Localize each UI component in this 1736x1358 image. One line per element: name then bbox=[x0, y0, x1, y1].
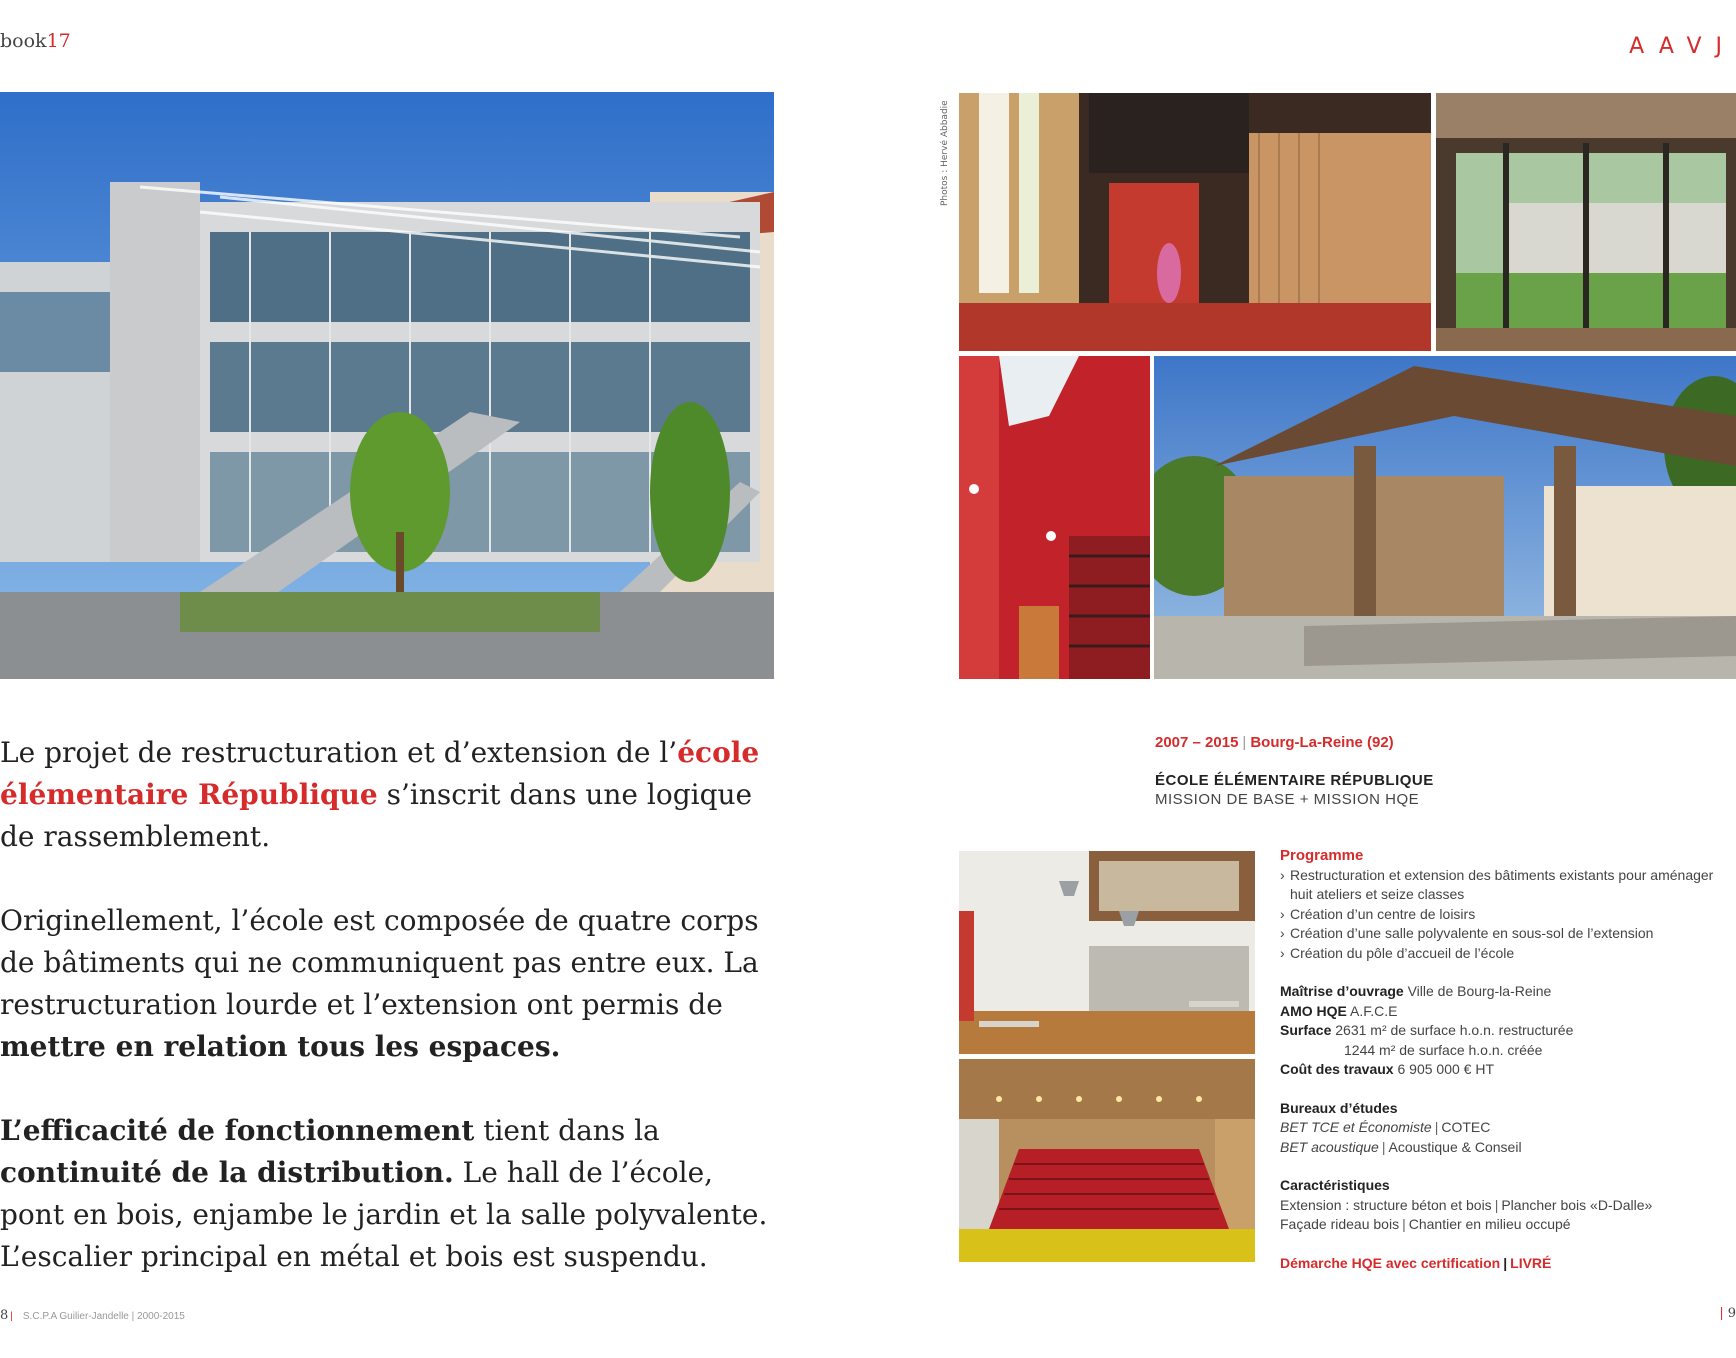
list-item: › Création d’un centre de loisirs bbox=[1280, 905, 1736, 925]
list-item: › Création du pôle d’accueil de l’école bbox=[1280, 944, 1736, 964]
school-name-highlight: école élémentaire République bbox=[0, 736, 760, 811]
programme-list bbox=[1280, 866, 1736, 964]
moa-value: Ville de Bourg-la-Reine bbox=[1407, 983, 1552, 999]
page-number-left: 8 bbox=[0, 1308, 9, 1323]
aavj-logo bbox=[1629, 34, 1736, 59]
page-number-right: 9 bbox=[1727, 1306, 1736, 1321]
cost-value: 6 905 000 € HT bbox=[1397, 1061, 1494, 1077]
project-details bbox=[1280, 846, 1736, 1273]
programme-section bbox=[1280, 846, 1736, 963]
surface-value-1: 2631 m² de surface h.o.n. restructurée bbox=[1335, 1022, 1574, 1038]
intro-paragraph-1: Le projet de restructuration et d’extension de l’école élémentaire République s’inscrit dans une logique de rassemblement. bbox=[0, 736, 760, 853]
surface-label: Surface bbox=[1280, 1022, 1332, 1038]
list-item: › Restructuration et extension des bâtiments existants pour aménager huit ateliers et seize classes bbox=[1280, 866, 1736, 905]
amo-label: AMO HQE bbox=[1280, 1002, 1347, 1019]
running-header-left bbox=[0, 30, 71, 52]
caracteristiques-heading: Caractéristiques bbox=[1280, 1177, 1390, 1193]
surface-value-2: 1244 m² de surface h.o.n. créée bbox=[1344, 1041, 1543, 1058]
book-number: 17 bbox=[46, 30, 71, 52]
book-label: book bbox=[0, 30, 47, 52]
moa-label: Maîtrise d’ouvrage bbox=[1280, 983, 1404, 999]
corridor-window-photo bbox=[1436, 93, 1736, 351]
list-item: › Création d’une salle polyvalente en sous-sol de l’extension bbox=[1280, 924, 1736, 944]
project-dates-location: 2007 – 2015 | Bourg-La-Reine (92) bbox=[1155, 734, 1394, 751]
cost-label: Coût des travaux bbox=[1280, 1061, 1394, 1077]
footer-right: | 9 bbox=[1719, 1306, 1736, 1321]
covered-playground-photo bbox=[1154, 356, 1736, 679]
footer-left: 8 | S.C.P.A Guilier-Jandelle | 2000-2015 bbox=[0, 1308, 185, 1323]
red-stairwell-photo bbox=[959, 356, 1150, 679]
auditorium-photo bbox=[959, 1059, 1255, 1262]
school-exterior-photo bbox=[0, 92, 774, 679]
photo-credit: Photos : Hervé Abbadie bbox=[940, 100, 950, 206]
certification-status: Démarche HQE avec certification | LIVRÉ bbox=[1280, 1254, 1552, 1271]
hall-stair-photo bbox=[959, 93, 1431, 351]
project-title: ÉCOLE ÉLÉMENTAIRE RÉPUBLIQUE bbox=[1155, 772, 1434, 789]
bureaux-section: Bureaux d’études BET TCE et Économiste | COTEC BET acoustique | Acoustique & Conseil bbox=[1280, 1099, 1736, 1158]
project-mission: MISSION DE BASE + MISSION HQE bbox=[1155, 791, 1420, 808]
intro-paragraph-3: L’efficacité de fonctionnement tient dans la continuité de la distribution. Le hall de l’école, pont en bois, enjambe le jardin et la salle polyvalente. L’escalier principal en métal et bois est suspendu. bbox=[0, 1114, 768, 1273]
logo-text: AAVJ bbox=[1629, 34, 1736, 59]
details-section bbox=[1280, 982, 1736, 1080]
programme-heading: Programme bbox=[1280, 847, 1364, 864]
caracteristiques-section: Caractéristiques Extension : structure béton et bois | Plancher bois «D-Dalle» Façade rideau bois | Chantier en milieu occupé bbox=[1280, 1176, 1736, 1235]
intro-paragraph-2: Originellement, l’école est composée de quatre corps de bâtiments qui ne communiquent pas entre eux. La restructuration lourde et l’extension ont permis de mettre en relation tous les espaces. bbox=[0, 904, 759, 1063]
amo-value: A.F.C.E bbox=[1350, 1002, 1398, 1019]
bureaux-heading: Bureaux d’études bbox=[1280, 1099, 1398, 1116]
classroom-photo bbox=[959, 851, 1255, 1054]
footer-credit: S.C.P.A Guilier-Jandelle | 2000-2015 bbox=[22, 1311, 185, 1322]
intro-text bbox=[0, 732, 780, 1320]
